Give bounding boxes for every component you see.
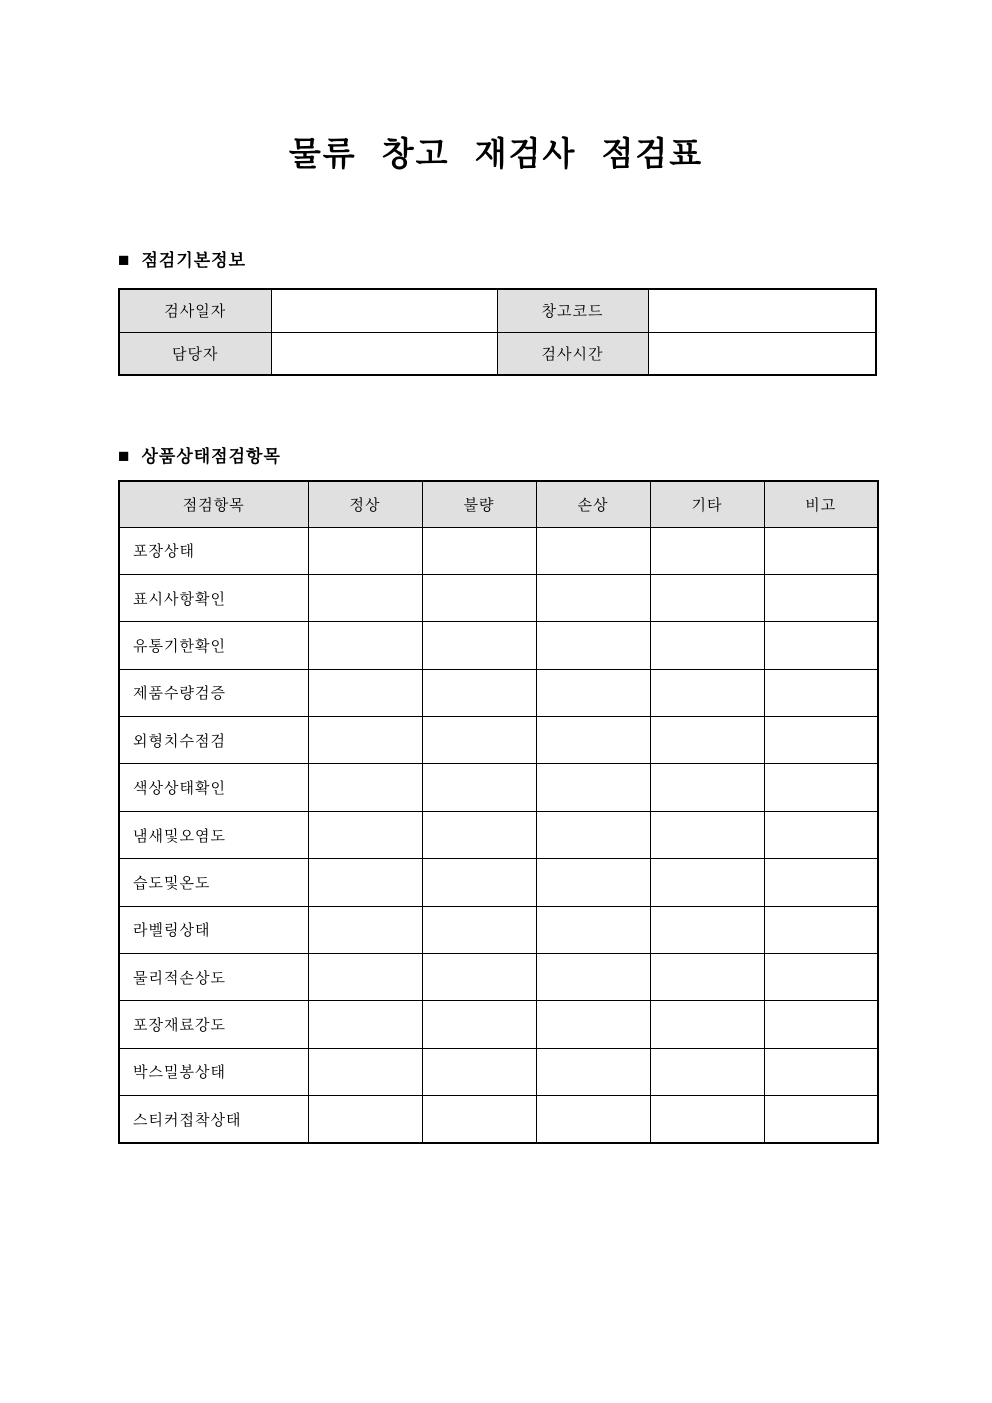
check-cell-normal (308, 1001, 422, 1048)
check-cell-other (650, 574, 764, 621)
column-header-item: 점검항목 (119, 481, 308, 527)
check-cell-defective (422, 859, 536, 906)
check-cell-normal (308, 811, 422, 858)
check-cell-defective (422, 669, 536, 716)
check-cell-normal (308, 717, 422, 764)
basic-info-row (119, 289, 876, 332)
check-cell-normal (308, 1048, 422, 1095)
check-cell-damaged (536, 527, 650, 574)
check-cell-defective (422, 811, 536, 858)
check-cell-remarks (764, 1048, 878, 1095)
check-item-name: 유통기한확인 (119, 622, 308, 669)
check-cell-remarks (764, 1001, 878, 1048)
check-table-row (119, 906, 878, 953)
field-value-person-in-charge (271, 332, 497, 375)
check-cell-normal (308, 527, 422, 574)
check-table-body (119, 527, 878, 1143)
check-table-row (119, 669, 878, 716)
check-cell-normal (308, 1096, 422, 1143)
check-cell-normal (308, 906, 422, 953)
column-header-normal: 정상 (308, 481, 422, 527)
check-cell-other (650, 622, 764, 669)
check-item-name: 습도및온도 (119, 859, 308, 906)
field-label-warehouse-code: 창고코드 (497, 289, 648, 332)
check-cell-remarks (764, 669, 878, 716)
check-item-name: 포장재료강도 (119, 1001, 308, 1048)
check-cell-normal (308, 764, 422, 811)
basic-info-table (118, 288, 877, 376)
check-cell-defective (422, 1096, 536, 1143)
field-label-person-in-charge: 담당자 (119, 332, 271, 375)
check-table-row (119, 859, 878, 906)
check-cell-remarks (764, 906, 878, 953)
check-cell-normal (308, 859, 422, 906)
section-heading-text: 점검기본정보 (141, 251, 247, 270)
column-header-remarks: 비고 (764, 481, 878, 527)
check-cell-damaged (536, 859, 650, 906)
check-cell-defective (422, 906, 536, 953)
section-heading-check-items (118, 446, 281, 468)
field-label-inspection-date: 검사일자 (119, 289, 271, 332)
check-items-table (118, 480, 879, 1144)
check-cell-defective (422, 764, 536, 811)
check-table-header-row (119, 481, 878, 527)
check-item-name: 물리적손상도 (119, 954, 308, 1001)
check-table-row (119, 1001, 878, 1048)
check-item-name: 외형치수점검 (119, 717, 308, 764)
field-value-inspection-date (271, 289, 497, 332)
column-header-defective: 불량 (422, 481, 536, 527)
check-cell-damaged (536, 669, 650, 716)
check-cell-defective (422, 1048, 536, 1095)
check-item-name: 표시사항확인 (119, 574, 308, 621)
check-cell-other (650, 1096, 764, 1143)
check-cell-other (650, 717, 764, 764)
check-cell-remarks (764, 717, 878, 764)
check-cell-damaged (536, 764, 650, 811)
check-table-row (119, 1096, 878, 1143)
check-item-name: 냄새및오염도 (119, 811, 308, 858)
check-cell-normal (308, 954, 422, 1001)
check-table-row (119, 811, 878, 858)
document-title: 물류 창고 재검사 점검표 (288, 135, 704, 172)
check-cell-other (650, 1048, 764, 1095)
field-value-warehouse-code (648, 289, 876, 332)
check-cell-other (650, 1001, 764, 1048)
check-table-row (119, 717, 878, 764)
check-cell-damaged (536, 906, 650, 953)
check-cell-damaged (536, 574, 650, 621)
check-cell-remarks (764, 574, 878, 621)
check-cell-defective (422, 954, 536, 1001)
check-cell-damaged (536, 1096, 650, 1143)
check-item-name: 색상상태확인 (119, 764, 308, 811)
check-cell-remarks (764, 764, 878, 811)
check-cell-damaged (536, 622, 650, 669)
check-cell-remarks (764, 811, 878, 858)
check-cell-defective (422, 527, 536, 574)
section-marker-icon: ■ (118, 250, 131, 271)
basic-info-row (119, 332, 876, 375)
check-cell-damaged (536, 1048, 650, 1095)
check-cell-remarks (764, 954, 878, 1001)
column-header-other: 기타 (650, 481, 764, 527)
check-cell-damaged (536, 717, 650, 764)
check-cell-other (650, 669, 764, 716)
check-cell-other (650, 764, 764, 811)
check-cell-defective (422, 622, 536, 669)
check-table-row (119, 1048, 878, 1095)
check-item-name: 스티커접착상태 (119, 1096, 308, 1143)
check-table-row (119, 527, 878, 574)
check-cell-other (650, 811, 764, 858)
check-table-row (119, 574, 878, 621)
check-cell-remarks (764, 527, 878, 574)
check-cell-normal (308, 622, 422, 669)
check-cell-defective (422, 717, 536, 764)
check-cell-remarks (764, 1096, 878, 1143)
column-header-damaged: 손상 (536, 481, 650, 527)
check-cell-damaged (536, 1001, 650, 1048)
check-cell-normal (308, 669, 422, 716)
check-cell-normal (308, 574, 422, 621)
check-item-name: 박스밀봉상태 (119, 1048, 308, 1095)
check-cell-damaged (536, 811, 650, 858)
section-marker-icon: ■ (118, 446, 131, 467)
check-table-row (119, 954, 878, 1001)
check-cell-defective (422, 574, 536, 621)
check-cell-other (650, 906, 764, 953)
field-label-inspection-time: 검사시간 (497, 332, 648, 375)
section-heading-basic-info (118, 250, 246, 272)
check-cell-damaged (536, 954, 650, 1001)
check-cell-other (650, 859, 764, 906)
check-item-name: 라벨링상태 (119, 906, 308, 953)
check-cell-remarks (764, 622, 878, 669)
check-item-name: 제품수량검증 (119, 669, 308, 716)
check-cell-other (650, 954, 764, 1001)
check-item-name: 포장상태 (119, 527, 308, 574)
check-table-row (119, 622, 878, 669)
check-table-row (119, 764, 878, 811)
check-cell-defective (422, 1001, 536, 1048)
check-cell-other (650, 527, 764, 574)
check-cell-remarks (764, 859, 878, 906)
field-value-inspection-time (648, 332, 876, 375)
section-heading-text: 상품상태점검항목 (141, 447, 281, 466)
